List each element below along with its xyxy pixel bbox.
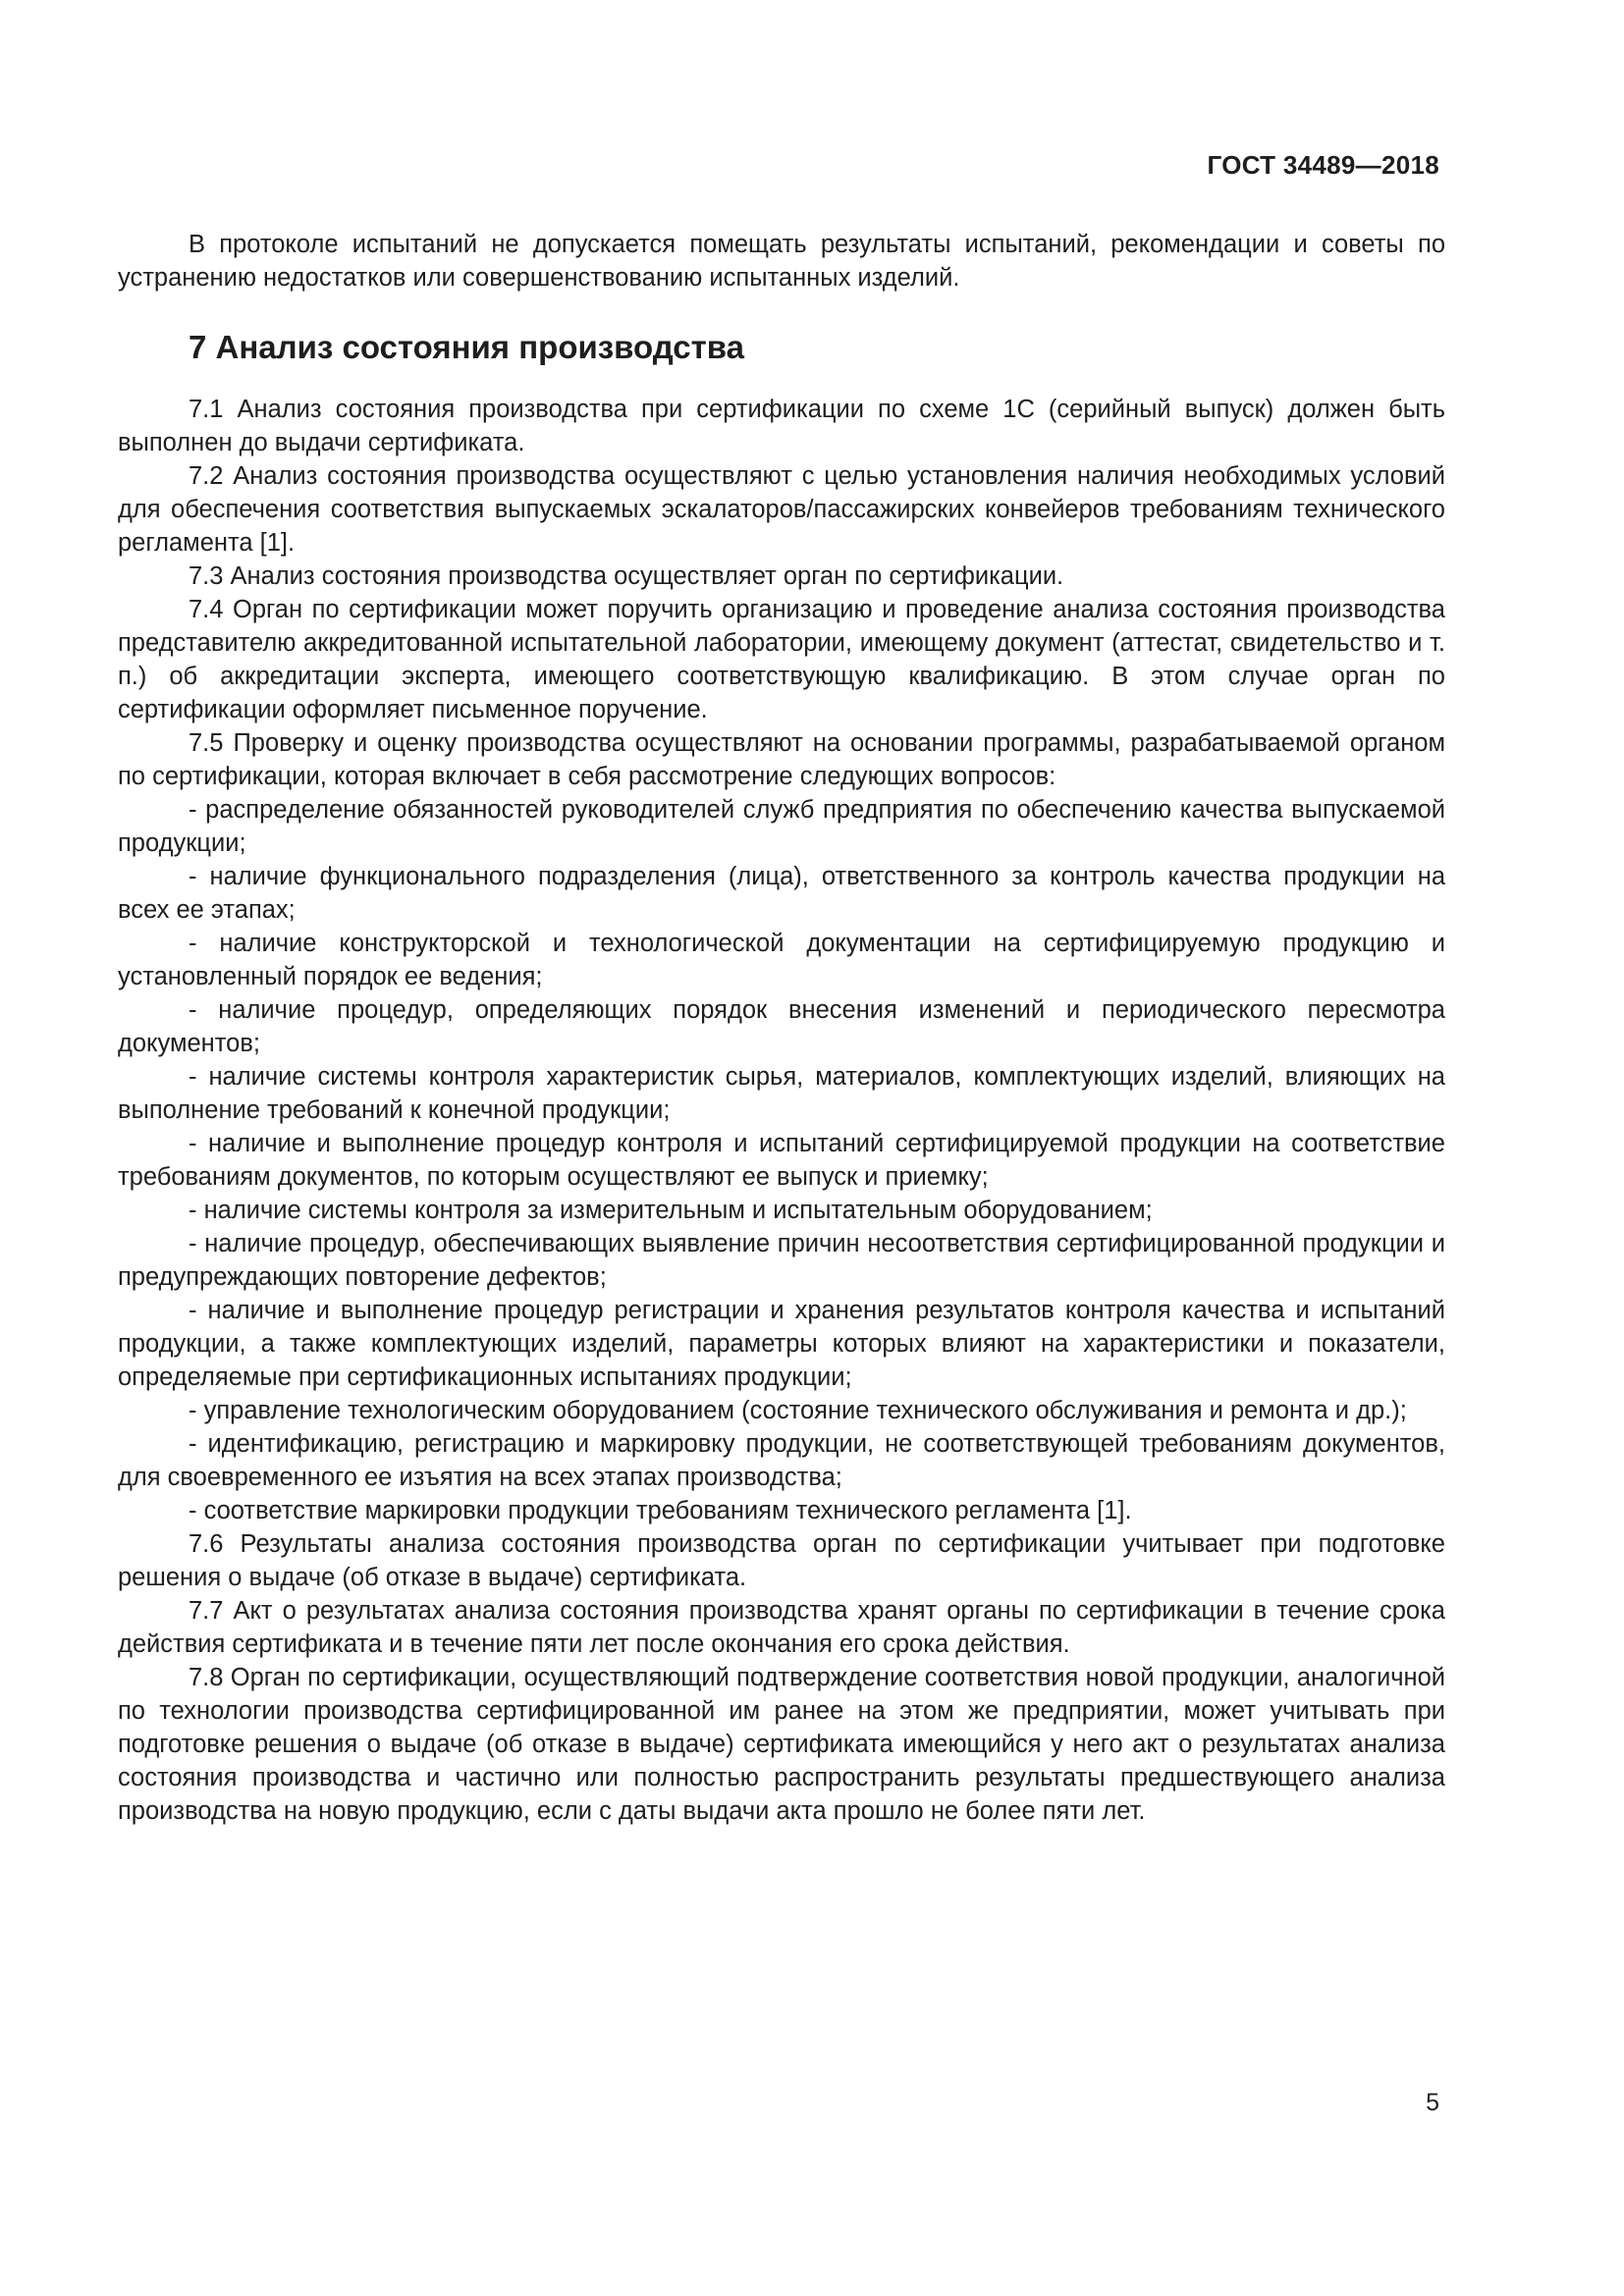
list-item-materials-control: - наличие системы контроля характеристик сырья, материалов, комплектующих изделий, влияющих на выполнение требований к конечной продукции;: [118, 1063, 1445, 1124]
list-item-marking: - соответствие маркировки продукции требованиям технического регламента [1].: [189, 1497, 1132, 1524]
list-item-responsibilities: - распределение обязанностей руководителей служб предприятия по обеспечению качества выпускаемой продукции;: [118, 796, 1445, 857]
clause-7-1: 7.1 Анализ состояния производства при сертификации по схеме 1С (серийный выпуск) должен быть выполнен до выдачи сертификата.: [118, 396, 1445, 456]
page-content: [118, 228, 1445, 1828]
section-title: 7 Анализ состояния производства: [189, 329, 744, 365]
list-item-nonconformity: - наличие процедур, обеспечивающих выявление причин несоответствия сертифицированной продукции и предупреждающих повторение дефектов;: [118, 1230, 1445, 1291]
list-item-records: - наличие и выполнение процедур регистрации и хранения результатов контроля качества и испытаний продукции, а также комплектующих изделий, параметры которых влияют на характеристики и показатели, определяемые при сертификационных испытаниях продукции;: [118, 1297, 1445, 1391]
clause-7-5: 7.5 Проверку и оценку производства осуществляют на основании программы, разрабатываемой органом по сертификации, которая включает в себя рассмотрение следующих вопросов:: [118, 729, 1445, 790]
list-item-identification: - идентификацию, регистрацию и маркировку продукции, не соответствующей требованиям документов, для своевременного ее изъятия на всех этапах производства;: [118, 1430, 1445, 1491]
clause-7-7: 7.7 Акт о результатах анализа состояния производства хранят органы по сертификации в течение срока действия сертификата и в течение пяти лет после окончания его срока действия.: [118, 1597, 1445, 1658]
page-number: 5: [1426, 2089, 1439, 2116]
list-item-change-procedures: - наличие процедур, определяющих порядок внесения изменений и периодического пересмотра документов;: [118, 996, 1445, 1057]
list-item-equipment-control: - наличие системы контроля за измерительным и испытательным оборудованием;: [189, 1197, 1153, 1224]
clause-7-2: 7.2 Анализ состояния производства осуществляют с целью установления наличия необходимых условий для обеспечения соответствия выпускаемых эскалаторов/пассажирских конвейеров требованиям технического регламента [1].: [118, 462, 1445, 557]
list-item-testing-procedures: - наличие и выполнение процедур контроля и испытаний сертифицируемой продукции на соответствие требованиям документов, по которым осуществляют ее выпуск и приемку;: [118, 1130, 1445, 1191]
document-header: ГОСТ 34489—2018: [1207, 150, 1439, 180]
clause-7-4: 7.4 Орган по сертификации может поручить организацию и проведение анализа состояния производства представителю аккредитованной испытательной лаборатории, имеющему документ (аттестат, свидетельство и т. п.) об аккредитации эксперта, имеющего соответствующую квалификацию. В этом случае орган по сертификации оформляет письменное поручение.: [118, 596, 1445, 723]
list-item-documentation: - наличие конструкторской и технологической документации на сертифицируемую продукцию и установленный порядок ее ведения;: [118, 930, 1445, 990]
intro-paragraph: В протоколе испытаний не допускается помещать результаты испытаний, рекомендации и советы по устранению недостатков или совершенствованию испытанных изделий.: [118, 231, 1445, 292]
clause-7-8: 7.8 Орган по сертификации, осуществляющий подтверждение соответствия новой продукции, аналогичной по технологии производства сертифицированной им ранее на этом же предприятии, может учитывать при подготовке решения о выдаче (об отказе в выдаче) сертификата имеющийся у него акт о результатах анализа состояния производства и частично или полностью распространить результаты предшествующего анализа производства на новую продукцию, если с даты выдачи акта прошло не более пяти лет.: [118, 1664, 1445, 1825]
list-item-quality-unit: - наличие функционального подразделения (лица), ответственного за контроль качества продукции на всех ее этапах;: [118, 863, 1445, 924]
clause-7-3: 7.3 Анализ состояния производства осуществляет орган по сертификации.: [189, 562, 1064, 590]
clause-7-6: 7.6 Результаты анализа состояния производства орган по сертификации учитывает при подготовке решения о выдаче (об отказе в выдаче) сертификата.: [118, 1530, 1445, 1591]
list-item-equipment-management: - управление технологическим оборудованием (состояние технического обслуживания и ремонта и др.);: [189, 1397, 1407, 1424]
